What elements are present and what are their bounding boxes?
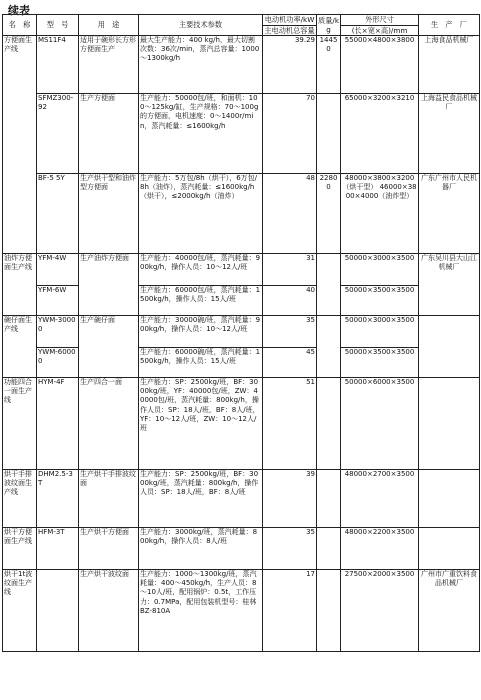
- cell-model: YWM-30000: [37, 316, 79, 348]
- cell-mass: [317, 316, 341, 378]
- cell-params: 生产能力：1000～1300kg/班，蒸汽耗量：400～450kg/h，生产人员：8～10人/班，配用锅炉：0.5t，工作压力：0.7MPa，配用包装机型号：桂林BZ-810A: [139, 570, 263, 652]
- cell-power: 39: [263, 470, 317, 528]
- cell-mass: 22800: [317, 174, 341, 254]
- cell-model: MS11F4: [37, 36, 79, 94]
- cell-mass: [317, 94, 341, 174]
- cell-model: [37, 570, 79, 652]
- cell-mass: [317, 570, 341, 652]
- cell-name: 油炸方便面生产线: [3, 254, 37, 316]
- cell-use: 生产碗仔面: [79, 316, 139, 378]
- cell-use: 生产油炸方便面: [79, 254, 139, 316]
- cell-maker: [419, 528, 480, 570]
- cell-model: HFM-3T: [37, 528, 79, 570]
- table-row: [3, 470, 480, 528]
- cell-maker: 上海益民食品机械厂: [419, 94, 480, 174]
- table-row: [3, 528, 480, 570]
- cell-mass: 14450: [317, 36, 341, 94]
- header-params: 主要技术参数: [139, 15, 263, 36]
- cell-params: 生产能力：60000碗/班，蒸汽耗量：1500kg/h，操作人员：15人/班: [139, 348, 263, 378]
- cell-dimensions: 50000×3500×3500: [341, 348, 419, 378]
- cell-power: 39.29: [263, 36, 317, 94]
- cell-name: 碗仔面生产线: [3, 316, 37, 378]
- cell-model: SFMZ300-92: [37, 94, 79, 174]
- table-row: [3, 348, 480, 378]
- cell-maker: [419, 470, 480, 528]
- cell-maker: [419, 378, 480, 470]
- cell-use: 生产烘干方便面: [79, 528, 139, 570]
- cell-dimensions: 50000×3500×3500: [341, 286, 419, 316]
- table-row: [3, 286, 480, 316]
- cell-dimensions: 27500×2000×3500: [341, 570, 419, 652]
- table-row: [3, 36, 480, 94]
- table-row: [3, 316, 480, 348]
- header-dimensions: 外形尺寸: [341, 15, 419, 26]
- cell-use: 生产烘干手排波纹面: [79, 470, 139, 528]
- cell-params: 生产能力：50000包/班，和面机：100～125kg/缸，生产规格：70～100g的方便面，电机速度：0～1400r/min，蒸汽耗量：≤1600kg/h: [139, 94, 263, 174]
- cell-power: 51: [263, 378, 317, 470]
- cell-name: 方便面生产线: [3, 36, 37, 254]
- cell-maker: [419, 316, 480, 378]
- cell-dimensions: 50000×3000×3500: [341, 254, 419, 286]
- table-row: [3, 174, 480, 254]
- cell-model: YFM-6W: [37, 286, 79, 316]
- cell-mass: [317, 254, 341, 316]
- table-row: [3, 94, 480, 174]
- cell-power: 48: [263, 174, 317, 254]
- cell-dimensions: 50000×3000×3500: [341, 316, 419, 348]
- header-model: 型 号: [37, 15, 79, 36]
- header-maker: 生 产 厂: [419, 15, 480, 36]
- cell-mass: [317, 378, 341, 470]
- table-body: [3, 36, 480, 652]
- cell-name: 烘干方便面生产线: [3, 528, 37, 570]
- cell-maker: 广东吴川县大山江机械厂: [419, 254, 480, 316]
- cell-model: DHM2.5-3T: [37, 470, 79, 528]
- cell-params: 生产能力：40000包/班，蒸汽耗量：900kg/h，操作人员：10～12人/班: [139, 254, 263, 286]
- equipment-table: [2, 14, 480, 652]
- table-row: [3, 570, 480, 652]
- header-power: 电动机功率/kW: [263, 15, 317, 26]
- cell-model: YFM-4W: [37, 254, 79, 286]
- cell-use: 适用于碗形长方形方便面生产: [79, 36, 139, 94]
- cell-power: 31: [263, 254, 317, 286]
- cell-params: 生产能力：3000kg/班，蒸汽耗量：800kg/h，操作人员：8人/班: [139, 528, 263, 570]
- header-use: 用 途: [79, 15, 139, 36]
- cell-use: 生产烘干波纹面: [79, 570, 139, 652]
- cell-power: 40: [263, 286, 317, 316]
- cell-model: BF-5 5Y: [37, 174, 79, 254]
- cell-name: 烘干1t波纹面生产线: [3, 570, 37, 652]
- cell-dimensions: 65000×3200×3210: [341, 94, 419, 174]
- cell-dimensions: 50000×6000×3500: [341, 378, 419, 470]
- cell-power: 70: [263, 94, 317, 174]
- cell-model: HYM-4F: [37, 378, 79, 470]
- cell-use: 生产烘干型和油炸型方便面: [79, 174, 139, 254]
- cell-name: 功能四合一面生产线: [3, 378, 37, 470]
- cell-dimensions: 48000×3800×3200（烘干型） 46000×3800×4000（油炸型）: [341, 174, 419, 254]
- cell-mass: [317, 470, 341, 528]
- cell-dimensions: 48000×2700×3500: [341, 470, 419, 528]
- cell-power: 35: [263, 316, 317, 348]
- table-row: [3, 254, 480, 286]
- cell-power: 35: [263, 528, 317, 570]
- cell-mass: [317, 528, 341, 570]
- cell-maker: 广州市广重饮料食品机械厂: [419, 570, 480, 652]
- cell-params: 最大生产能力：400 kg/h，最大切割次数：36次/min，蒸汽总容量：1000～1300kg/h: [139, 36, 263, 94]
- cell-model: YWM-60000: [37, 348, 79, 378]
- cell-params: 生产能力：60000包/班，蒸汽耗量：1500kg/h，操作人员：15人/班: [139, 286, 263, 316]
- cell-dimensions: 55000×4800×3800: [341, 36, 419, 94]
- cell-params: 生产能力：SP：2500kg/班，BF：3000kg/班，YF：40000包/班，ZW：40000包/班，蒸汽耗量：800kg/h，操作人员：SP：18人/班，BF：8人/班，YF：10～12人/班，ZW：10～12人/班: [139, 378, 263, 470]
- table-row: [3, 378, 480, 470]
- header-dimensions-sub: (长×宽×高)/mm: [341, 25, 419, 36]
- table-continuation-title: 续表: [8, 4, 30, 17]
- header-mass: 质量/kg: [318, 15, 339, 34]
- cell-power: 45: [263, 348, 317, 378]
- cell-use: 生产四合一面: [79, 378, 139, 470]
- cell-name: 烘干手排波纹面生产线: [3, 470, 37, 528]
- cell-params: 生产能力：5万包/8h（烘干），6万包/8h（油炸），蒸汽耗量：≤1600kg/h（烘干），≤2000kg/h（油炸）: [139, 174, 263, 254]
- header-power-sub: 主电动机总容量: [264, 25, 315, 35]
- cell-maker: 上海食品机械厂: [419, 36, 480, 94]
- cell-power: 17: [263, 570, 317, 652]
- cell-params: 生产能力：30000碗/班，蒸汽耗量：900kg/h，操作人员：10～12人/班: [139, 316, 263, 348]
- cell-use: 生产方便面: [79, 94, 139, 174]
- header-name: 名 称: [3, 15, 37, 36]
- cell-dimensions: 48000×2200×3500: [341, 528, 419, 570]
- cell-maker: 广东广州市人民机器厂: [419, 174, 480, 254]
- cell-params: 生产能力：SP：2500kg/班，BF：3000kg/班，蒸汽耗量：800kg/h，操作人员：SP：18人/班，BF：8人/班: [139, 470, 263, 528]
